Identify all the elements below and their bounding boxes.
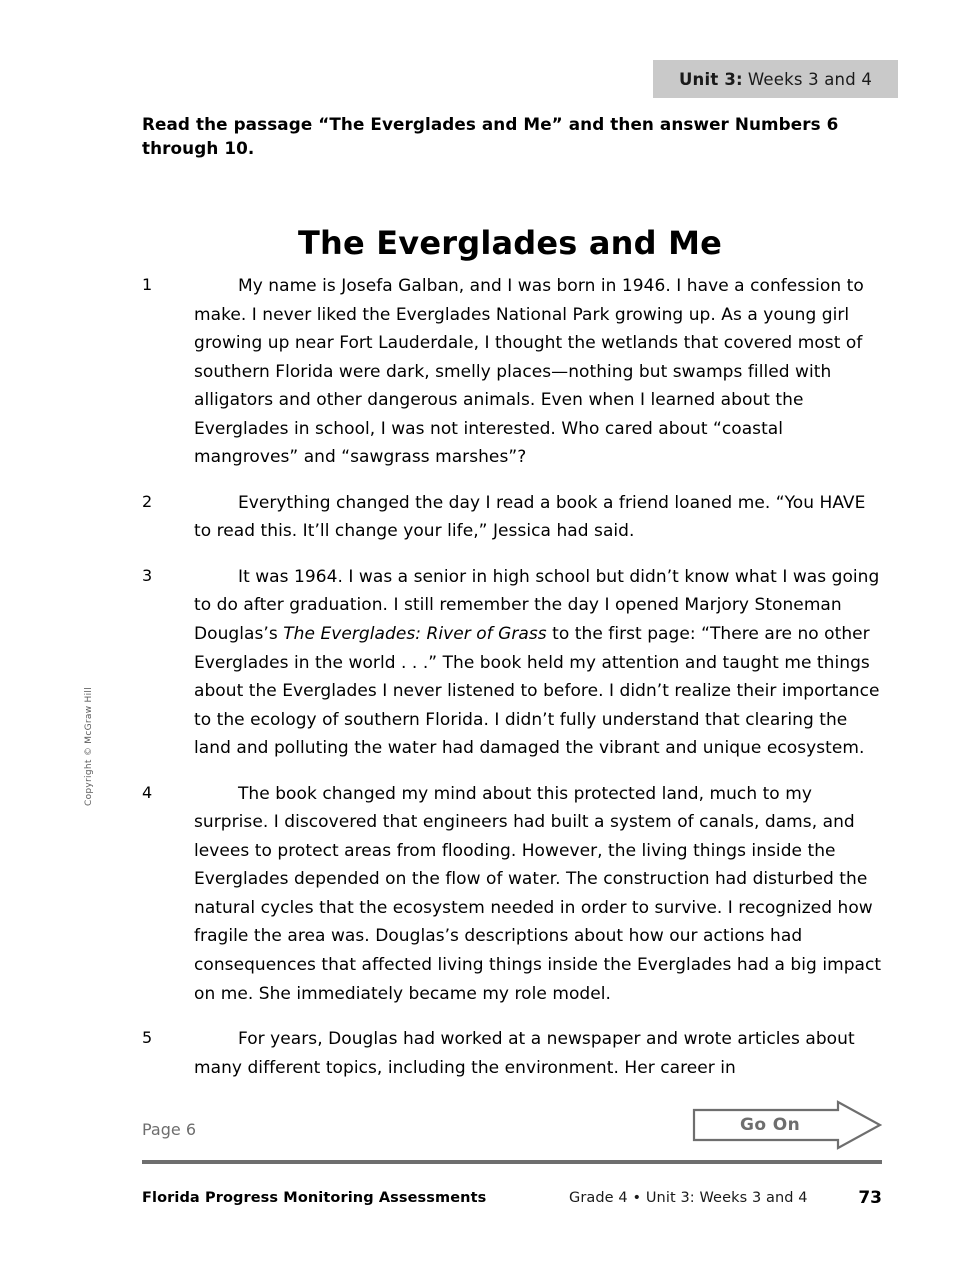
paragraph-number: 3 [142, 565, 153, 585]
paragraph-text: Everything changed the day I read a book a friend loaned me. “You HAVE to read this. It’ll change your life,” Jessica had said. [194, 492, 866, 542]
footer-page-number: 73 [858, 1188, 882, 1208]
paragraph [142, 780, 882, 1008]
paragraph-number: 1 [142, 275, 153, 294]
paragraph [142, 563, 882, 763]
paragraph-text: My name is Josefa Galban, and I was born in 1946. I have a confession to make. I never liked the Everglades National Park growing up. As a young girl growing up near Fort Lauderdale, I thought the wetlands that covered most of southern Florida were dark, smelly places—nothing but swamps filled with alligators and other dangerous animals. Even when I learned about the Everglades in school, I was not interested. Who cared about “coastal mangroves” and “sawgrass marshes”? [194, 276, 864, 468]
paragraph-text: For years, Douglas had worked at a newspaper and wrote articles about many different topics, including the environment. Her career in [194, 1029, 855, 1078]
page-title: The Everglades and Me [297, 224, 723, 263]
footer-divider [142, 1160, 882, 1164]
book-title-italic: The Everglades: River of Grass [283, 624, 547, 645]
copyright-notice: Copyright © McGraw Hill [84, 687, 94, 806]
instruction-text: Read the passage “The Everglades and Me” and then answer Numbers 6 through 10. [142, 114, 839, 158]
go-on-arrow [692, 1100, 882, 1150]
footer-meta: Grade 4 • Unit 3: Weeks 3 and 4 [569, 1190, 808, 1206]
footer [142, 1190, 882, 1212]
unit-banner [653, 60, 898, 98]
paragraph-text: The book changed my mind about this protected land, much to my surprise. I discovered that engineers had built a system of canals, dams, and levees to protect areas from flooding. However, the living things inside the Everglades depended on the flow of water. The construction had disturbed the natural cycles that the ecosystem needed in order to survive. I recognized how fragile the area was. Douglas’s descriptions about how our actions had consequences that affected living things inside the Everglades had a big impact on me. She immediately became my role model. [194, 783, 882, 1004]
paragraph [142, 1025, 882, 1082]
go-on-label: Go On [740, 1115, 801, 1135]
paragraph [142, 272, 882, 472]
page-label: Page 6 [142, 1120, 196, 1139]
paragraph-number: 2 [142, 491, 153, 511]
unit-banner-bold: Unit 3: [678, 69, 743, 89]
unit-banner-weeks: Weeks 3 and 4 [747, 69, 873, 89]
footer-title: Florida Progress Monitoring Assessments [142, 1190, 487, 1206]
paragraph-number: 5 [142, 1028, 153, 1048]
passage-body [142, 272, 882, 1099]
paragraph-text: It was 1964. I was a senior in high school but didn’t know what I was going to do after graduation. I still remember the day I opened Marjory Stoneman Douglas’s The Everglades: River of Grass to the first page: “There are no other Everglades in the world . . .” The book held my attention and taught me things about the Everglades I never listened to before. I didn’t realize their importance to the ecology of southern Florida. I didn’t fully understand that clearing the land and polluting the water had damaged the vibrant and unique ecosystem. [194, 566, 880, 759]
paragraph [142, 489, 882, 546]
paragraph-number: 4 [142, 782, 153, 802]
